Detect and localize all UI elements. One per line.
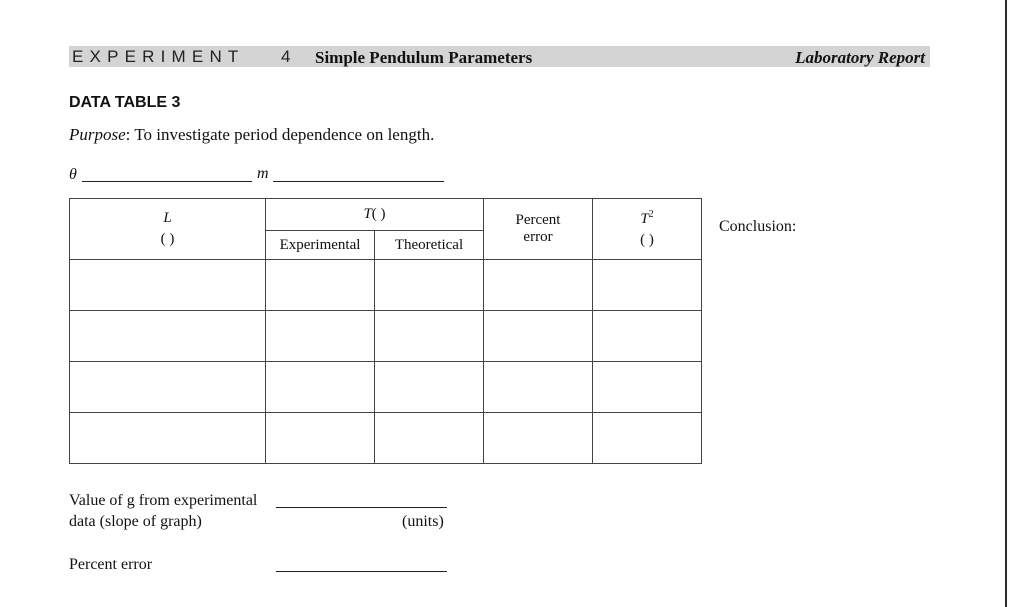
data-table-title: DATA TABLE 3 bbox=[69, 94, 181, 111]
g-value-label-line1: Value of g from experimental bbox=[69, 492, 258, 509]
conclusion-label: Conclusion: bbox=[719, 218, 797, 235]
cell-percent-error[interactable] bbox=[484, 260, 593, 311]
cell-length[interactable] bbox=[70, 311, 266, 362]
t-squared-units: ( ) bbox=[640, 232, 654, 248]
g-value-label bbox=[69, 490, 257, 532]
cell-percent-error[interactable] bbox=[484, 413, 593, 464]
header-experimental: Experimental bbox=[266, 231, 375, 260]
header-period bbox=[266, 199, 484, 231]
purpose-statement bbox=[69, 125, 434, 145]
t-squared-exponent: 2 bbox=[648, 209, 654, 220]
cell-length[interactable] bbox=[70, 413, 266, 464]
cell-theoretical[interactable] bbox=[375, 260, 484, 311]
table-row bbox=[70, 311, 702, 362]
table-row bbox=[70, 260, 702, 311]
cell-experimental[interactable] bbox=[266, 311, 375, 362]
length-units: ( ) bbox=[160, 231, 175, 247]
purpose-text: : To investigate period dependence on length. bbox=[125, 125, 435, 144]
cell-t-squared[interactable] bbox=[593, 311, 702, 362]
percent-error-line2: error bbox=[523, 229, 553, 245]
period-units: ( ) bbox=[371, 206, 386, 222]
mass-blank[interactable] bbox=[273, 181, 444, 182]
g-value-label-line2: data (slope of graph) bbox=[69, 513, 202, 530]
period-symbol: T bbox=[363, 206, 372, 222]
report-label: Laboratory Report bbox=[795, 48, 925, 67]
cell-percent-error[interactable] bbox=[484, 362, 593, 413]
header-t-squared bbox=[593, 199, 702, 260]
cell-theoretical[interactable] bbox=[375, 362, 484, 413]
header-percent-error bbox=[484, 199, 593, 260]
cell-experimental[interactable] bbox=[266, 362, 375, 413]
percent-error-label: Percent error bbox=[69, 556, 153, 573]
experiment-title: Simple Pendulum Parameters bbox=[315, 48, 533, 67]
data-table bbox=[69, 198, 702, 464]
cell-t-squared[interactable] bbox=[593, 413, 702, 464]
table-row bbox=[70, 413, 702, 464]
header-theoretical: Theoretical bbox=[375, 231, 484, 260]
length-symbol: L bbox=[163, 210, 172, 226]
percent-error-line1: Percent bbox=[515, 212, 561, 228]
experiment-number: 4 bbox=[281, 47, 291, 66]
units-label: (units) bbox=[402, 513, 444, 530]
t-squared-symbol: T bbox=[640, 211, 649, 227]
purpose-label: Purpose bbox=[69, 125, 126, 144]
cell-theoretical[interactable] bbox=[375, 413, 484, 464]
cell-experimental[interactable] bbox=[266, 413, 375, 464]
table-row bbox=[70, 362, 702, 413]
experiment-label: EXPERIMENT bbox=[72, 47, 245, 66]
cell-percent-error[interactable] bbox=[484, 311, 593, 362]
cell-length[interactable] bbox=[70, 260, 266, 311]
header-length bbox=[70, 199, 266, 260]
page-edge-rule bbox=[1005, 0, 1007, 607]
theta-symbol: θ bbox=[69, 166, 77, 183]
cell-theoretical[interactable] bbox=[375, 311, 484, 362]
mass-symbol: m bbox=[257, 165, 269, 182]
cell-experimental[interactable] bbox=[266, 260, 375, 311]
percent-error-blank[interactable] bbox=[276, 571, 447, 572]
cell-t-squared[interactable] bbox=[593, 362, 702, 413]
cell-length[interactable] bbox=[70, 362, 266, 413]
g-value-blank[interactable] bbox=[276, 507, 447, 508]
theta-blank[interactable] bbox=[82, 181, 252, 182]
cell-t-squared[interactable] bbox=[593, 260, 702, 311]
